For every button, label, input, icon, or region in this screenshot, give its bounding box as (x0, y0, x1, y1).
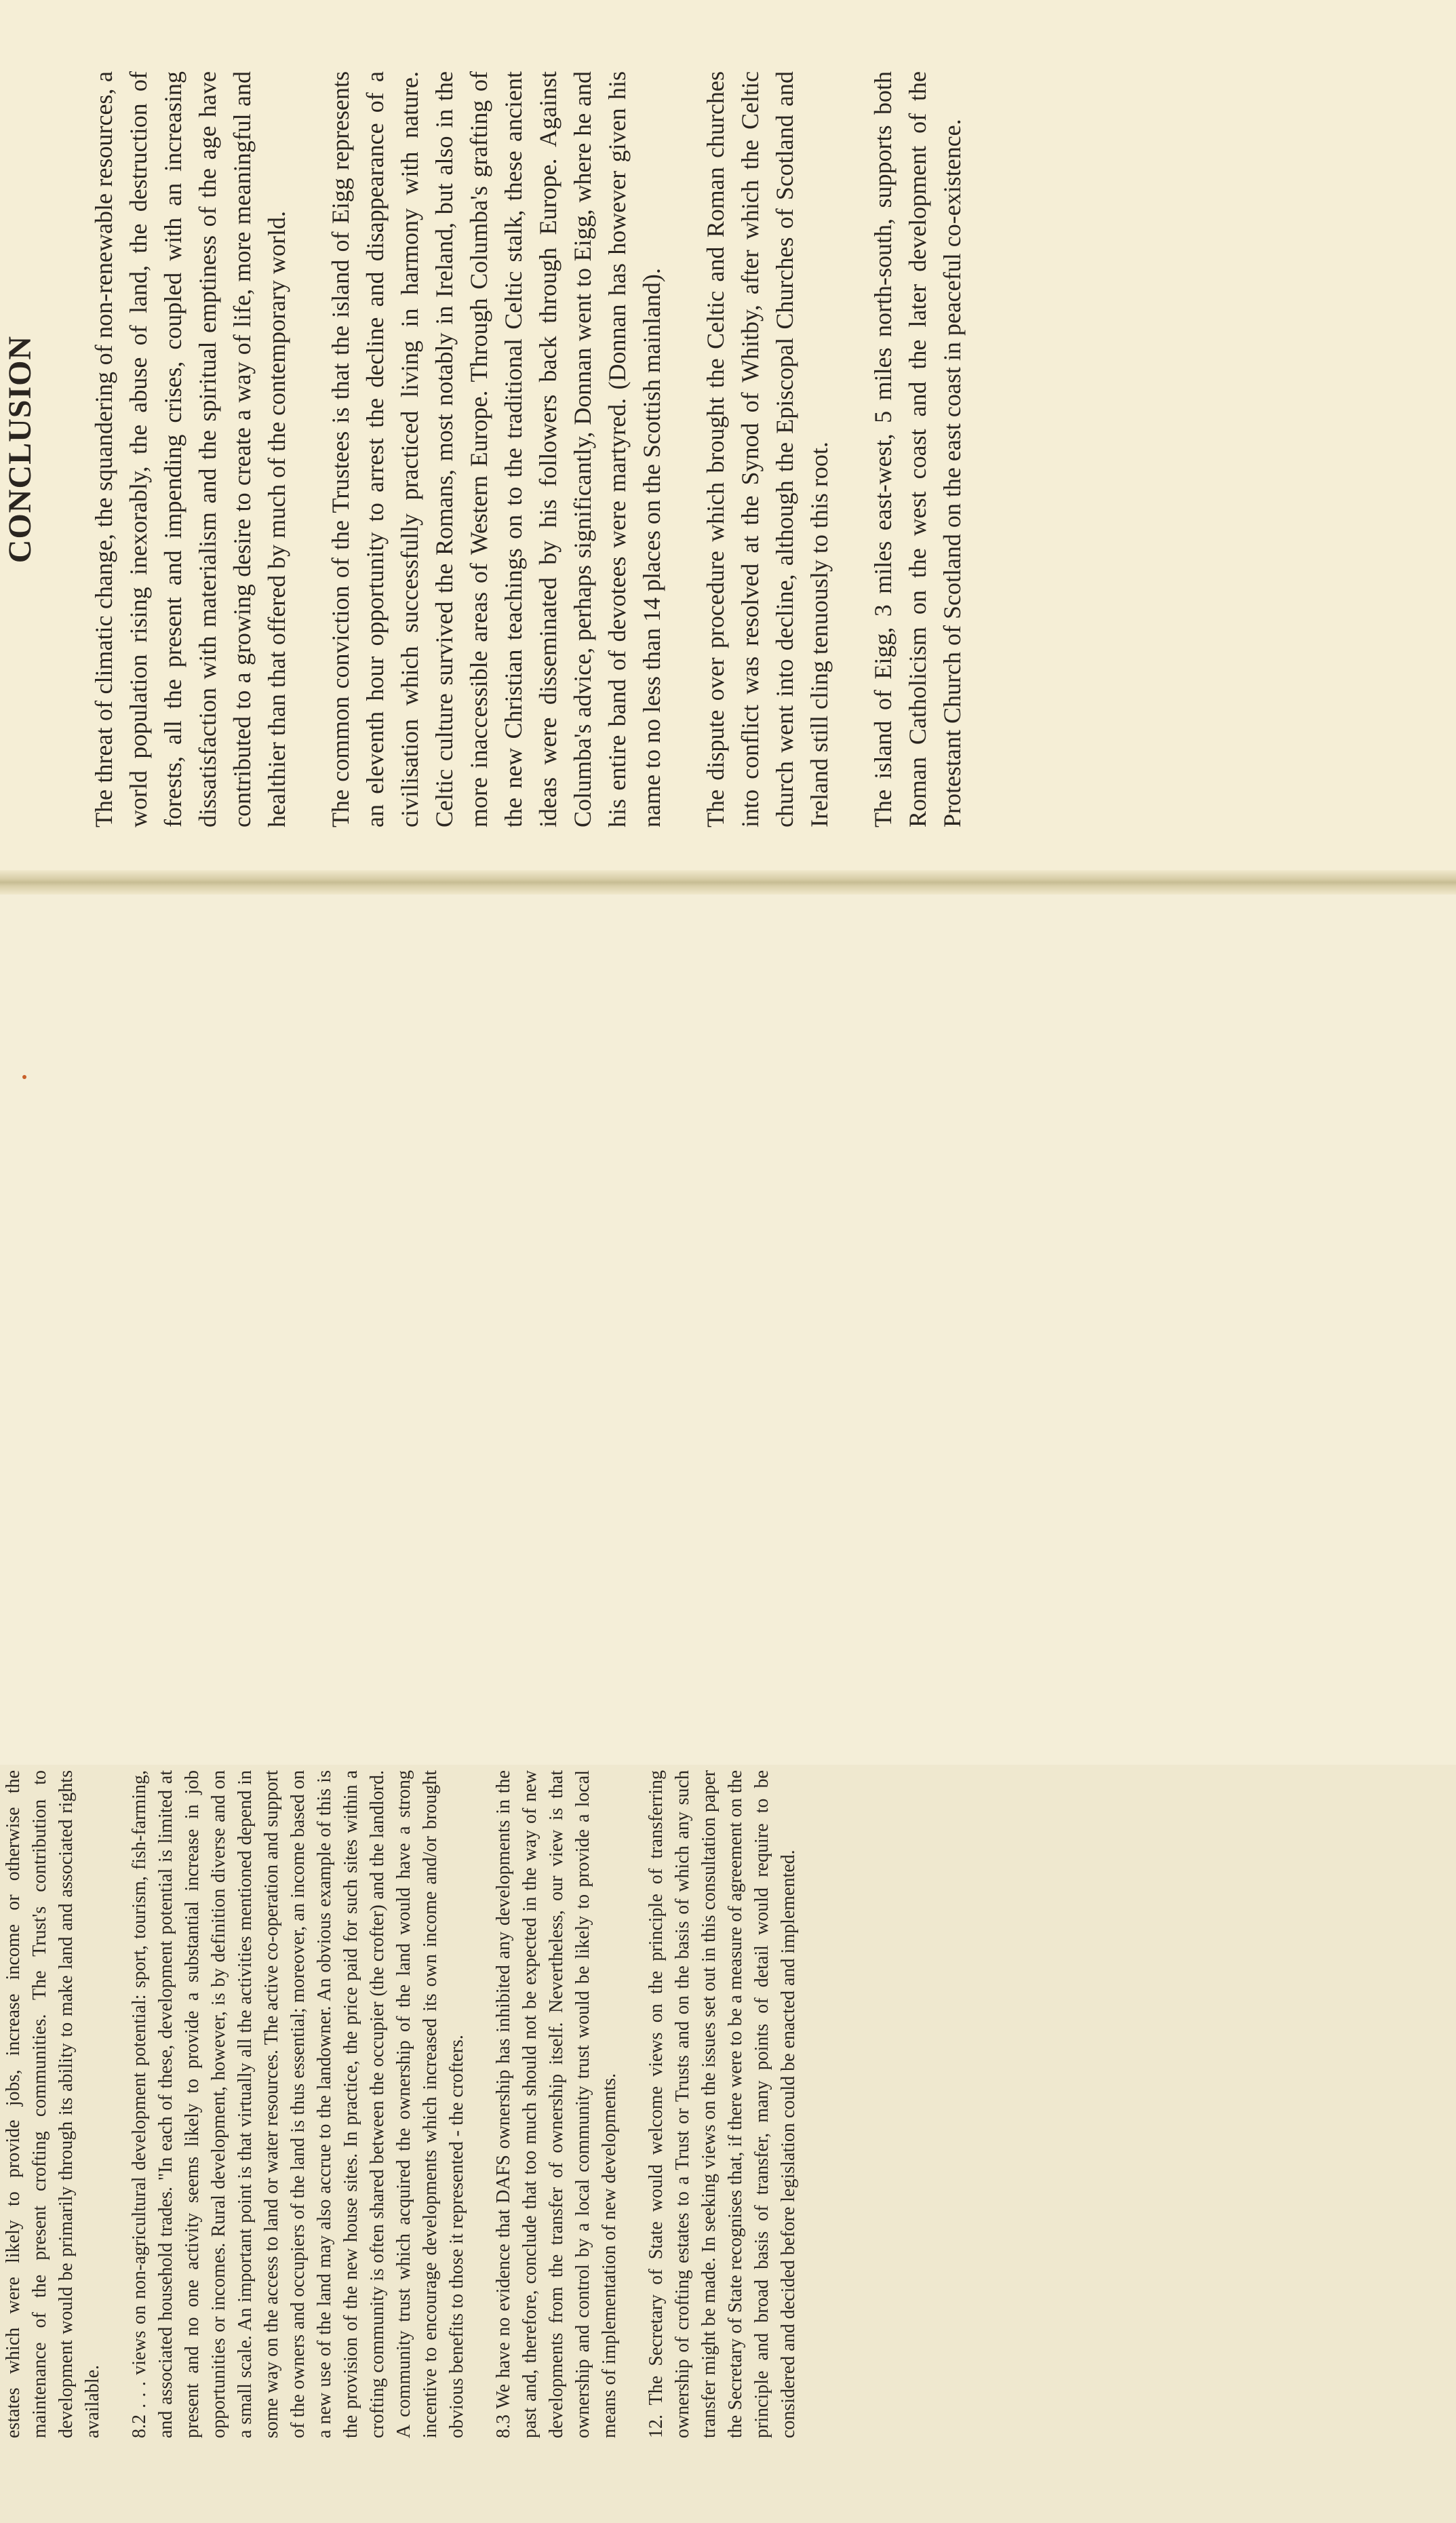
paper-speck (22, 1075, 26, 1079)
consultation-paragraph-8-3: 8.3 We have no evidence that DAFS ownership has inhibited any developments in the past and, therefore, conclude that too much should not be expected in the way of new developments from the transfer of ownership itself. Nevertheless, our view is that ownership and control by a local community trust would be likely to provide a local means of implementation of new developments. (493, 1770, 620, 2438)
consultation-page (0, 882, 1456, 2438)
conclusion-paragraph-2: The common conviction of the Trustees is that the island of Eigg represents an eleventh hour opportunity to arrest the decline and disappearance of a civilisation which successfully practiced living in harmony with nature. Celtic culture survived the Romans, most notably in Ireland, but also in the more inaccessible areas of Western Europe. Through Columba's grafting of the new Christian teachings on to the traditional Celtic stalk, these ancient ideas were disseminated by his followers back through Europe. Against Columba's advice, perhaps significantly, Donnan went to Eigg, where he and his entire band of devotees were martyred. (Donnan has however given his name to no less than 14 places on the Scottish mainland). (327, 71, 665, 827)
conclusion-paragraph-4: The island of Eigg, 3 miles east-west, 5 miles north-south, supports both Roman Catholicism on the west coast and the later development of the Protestant Church of Scotland on the east coast in peaceful co-existence. (869, 71, 966, 827)
consultation-paragraph-12: 12. The Secretary of State would welcome views on the principle of transferring ownership of crofting estates to a Trust or Trusts and on the basis of which any such transfer might be made. In seeking views on the issues set out in this consultation paper the Secretary of State recognises that, if there were to be a measure of agreement on the principle and broad basis of transfer, many points of detail would require to be considered and decided before legislation could be enacted and implemented. (646, 1770, 799, 2438)
conclusion-text-block (0, 71, 1234, 831)
page-fold (0, 870, 1456, 895)
consultation-text-block (0, 1770, 1234, 2523)
consultation-paragraph-1: estates which were likely to provide jobs, increase income or otherwise the maintenance of the present crofting communities. The Trust's contribution to development would be primarily through its ability to make land and associated rights available. (3, 1770, 103, 2438)
conclusion-paragraph-3: The dispute over procedure which brought the Celtic and Roman churches into conflict was resolved at the Synod of Whitby, after which the Celtic church went into decline, although the Episcopal Churches of Scotland and Ireland still cling tenuously to this root. (702, 71, 833, 827)
conclusion-page (0, 0, 1456, 882)
conclusion-heading: CONCLUSION (2, 335, 38, 564)
conclusion-paragraph-1: The threat of climatic change, the squandering of non-renewable resources, a world population rising inexorably, the abuse of land, the destruction of forests, all the present and impending crises, coupled with an increasing dissatisfaction with materialism and the spiritual emptiness of the age have contributed to a growing desire to create a way of life, more meaningful and healthier than that offered by much of the contemporary world. (90, 71, 290, 827)
consultation-paragraph-8-2: 8.2 . . . views on non-agricultural development potential: sport, tourism, fish-farming, and associated household trades. "In each of these, development potential is limited at present and no one activity seems likely to provide a substantial increase in job opportunities or incomes. Rural development, however, is by definition diverse and on a small scale. An important point is that virtually all the activities mentioned depend in some way on the access to land or water resources. The active co-operation and support of the owners and occupiers of the land is thus essential; moreover, an income based on a new use of the land may also accrue to the landowner. An obvious example of this is the provision of the new house sites. In practice, the price paid for such sites within a crofting community is often shared between the occupier (the crofter) and the landlord. A community trust which acquired the ownership of the land would have a strong incentive to encourage developments which increased its own income and/or brought obvious benefits to those it represented - the crofters. (129, 1770, 467, 2438)
